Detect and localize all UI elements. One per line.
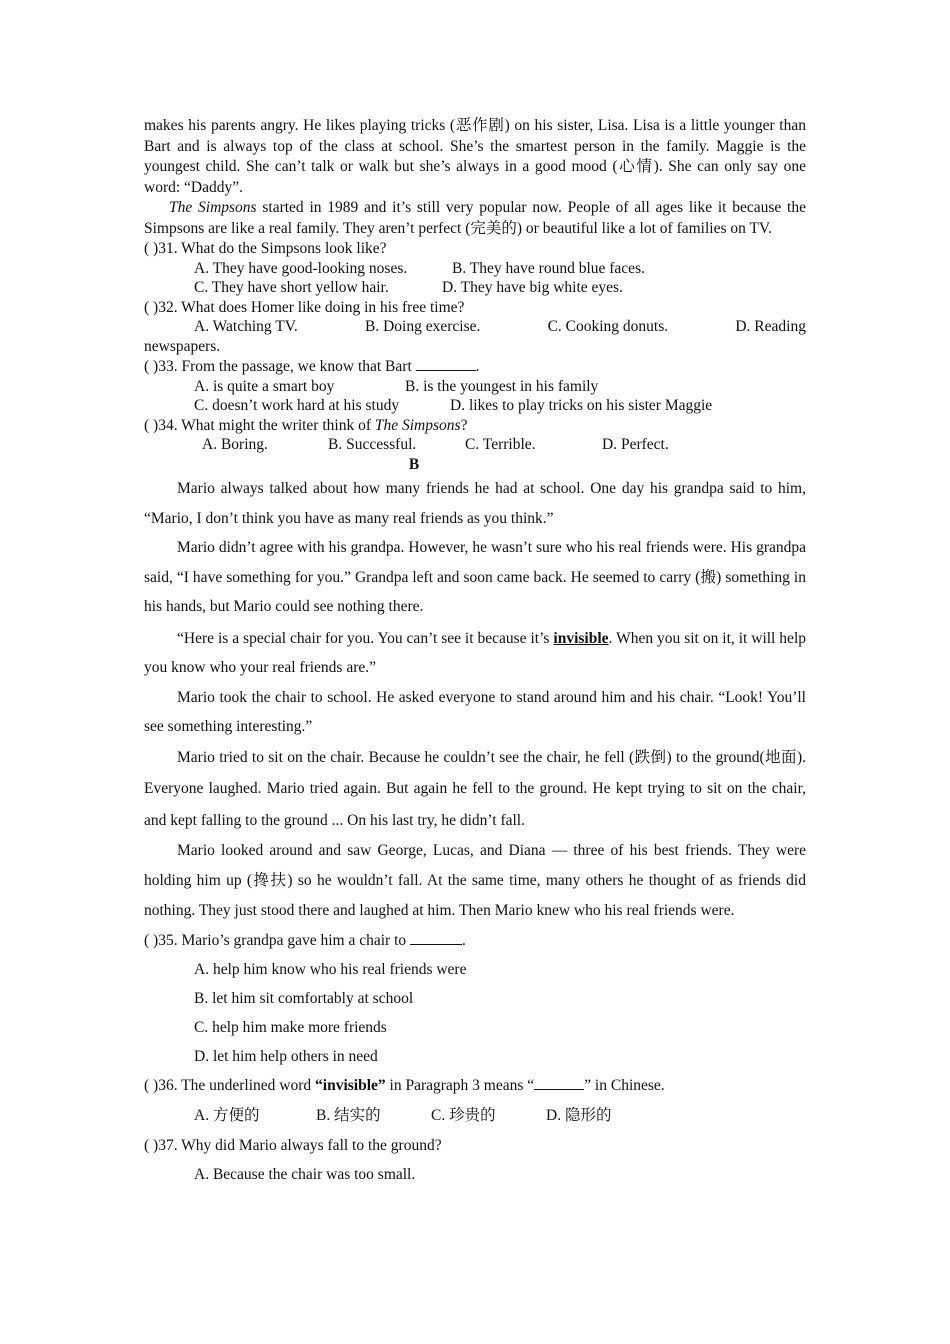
passage-a-paragraph-2-text: started in 1989 and it’s still very popular now. People of all ages like it because the Simpsons are like a real family. They aren’t perfect (完美的) or beautiful like a lot of families on TV. — [144, 199, 806, 237]
q33-option-d: D. likes to play tricks on his sister Maggie — [450, 397, 713, 414]
q32-option-c: C. Cooking donuts. — [547, 318, 669, 335]
q33-option-c: C. doesn’t work hard at his study — [194, 397, 400, 414]
question-37: ( )37. Why did Mario always fall to the ground? — [144, 1137, 442, 1154]
q35-option-c: C. help him make more friends — [194, 1019, 387, 1036]
q33-option-a: A. is quite a smart boy — [194, 377, 335, 395]
show-title: The Simpsons — [169, 199, 257, 216]
passage-b-paragraph-3-after: . When you sit on it, it will help you know who your real friends are.” — [144, 629, 806, 676]
q32-option-d: D. Reading — [735, 318, 806, 335]
q32-option-b: B. Doing exercise. — [365, 318, 481, 335]
question-34-title: The Simpsons — [374, 416, 461, 434]
question-36-text: ( )36. The underlined word — [144, 1077, 316, 1094]
q31-option-b: B. They have round blue faces. — [452, 259, 645, 277]
question-31-options-row-1 — [144, 259, 806, 279]
worksheet-page — [144, 116, 806, 1189]
question-33-text: ( )33. From the passage, we know that Bart — [144, 358, 416, 375]
question-34-options — [144, 435, 806, 455]
question-34 — [144, 416, 806, 436]
q35-option-a: A. help him know who his real friends were — [194, 961, 467, 978]
question-35: ( )35. Mario’s grandpa gave him a chair to . — [144, 932, 466, 949]
q37-option-a: A. Because the chair was too small. — [194, 1166, 416, 1183]
q34-option-a: A. Boring. — [202, 436, 268, 453]
q33-option-b: B. is the youngest in his family — [405, 377, 599, 395]
passage-b-paragraph-1: Mario always talked about how many friends he had at school. One day his grandpa said to him, “Mario, I don’t think you have as many real friends as you think.” — [144, 480, 806, 527]
question-32: ( )32. What does Homer like doing in his free time? — [144, 298, 465, 316]
passage-b-paragraph-5: Mario tried to sit on the chair. Because he couldn’t see the chair, he fell (跌倒) to the ground(地面). Everyone laughed. Mario tried again. But again he fell to the ground. He kept trying to sit on the chair, and kept falling to the ground ... On his last try, he didn’t fall. — [144, 748, 806, 829]
answer-blank — [416, 356, 476, 371]
underlined-word-invisible: invisible — [553, 629, 609, 647]
question-36-suffix: ” in Chinese. — [584, 1077, 665, 1094]
q34-option-c: C. Terrible. — [465, 436, 536, 453]
question-32-options — [144, 317, 806, 337]
q36-option-b: B. 结实的 — [316, 1107, 381, 1124]
question-31-options-row-2 — [144, 278, 806, 298]
q35-option-d: D. let him help others in need — [194, 1048, 378, 1065]
question-36-options — [144, 1100, 806, 1131]
question-35-text: ( )35. Mario’s grandpa gave him a chair to — [144, 932, 410, 949]
section-b-heading: B — [408, 455, 420, 473]
question-34-text: ( )34. What might the writer think of — [144, 416, 375, 434]
question-33: ( )33. From the passage, we know that Bart . — [144, 358, 480, 375]
q31-option-a: A. They have good-looking noses. — [194, 259, 408, 277]
question-33-options-row-1 — [144, 377, 806, 397]
q35-option-b: B. let him sit comfortably at school — [194, 990, 414, 1007]
passage-b-paragraph-4: Mario took the chair to school. He asked everyone to stand around him and his chair. “Look! You’ll see something interesting.” — [144, 688, 806, 735]
q32-option-a: A. Watching TV. — [194, 318, 298, 335]
passage-a-paragraph-2 — [144, 198, 806, 239]
q36-option-c: C. 珍贵的 — [431, 1107, 496, 1124]
q32-option-d-wrap: newspapers. — [144, 337, 221, 355]
passage-a-paragraph-1: makes his parents angry. He likes playing tricks (恶作剧) on his sister, Lisa. Lisa is a little younger than Bart and is always top of the class at school. She’s the smartest person in the family. Maggie is the youngest child. She can’t talk or walk but she’s always in a good mood (心情). She can only say one word: “Daddy”. — [144, 117, 806, 196]
question-33-options-row-2 — [144, 396, 806, 416]
question-34-suffix: ? — [460, 416, 468, 434]
q31-option-c: C. They have short yellow hair. — [194, 279, 389, 296]
passage-b-paragraph-2: Mario didn’t agree with his grandpa. However, he wasn’t sure who his real friends were. His grandpa said, “I have something for you.” Grandpa left and soon came back. He seemed to carry (搬) something in his hands, but Mario could see nothing there. — [144, 539, 806, 615]
q36-option-d: D. 隐形的 — [546, 1107, 612, 1124]
answer-blank — [410, 930, 462, 945]
question-31: ( )31. What do the Simpsons look like? — [144, 240, 387, 257]
q36-option-a: A. 方便的 — [194, 1107, 260, 1124]
answer-blank — [534, 1075, 584, 1090]
passage-b-paragraph-3-before: “Here is a special chair for you. You can’t see it because it’s — [177, 629, 554, 647]
question-36 — [144, 1071, 806, 1100]
q34-option-d: D. Perfect. — [602, 436, 669, 453]
passage-b-paragraph-6: Mario looked around and saw George, Lucas, and Diana — three of his best friends. They were holding him up (搀扶) so he wouldn’t fall. At the same time, many others he thought of as friends did nothing. They just stood there and laughed at him. Then Mario knew who his real friends were. — [144, 842, 806, 919]
passage-b-paragraph-3 — [144, 624, 806, 683]
question-36-mid: in Paragraph 3 means “ — [385, 1077, 535, 1094]
question-36-keyword: “invisible” — [315, 1077, 386, 1094]
q34-option-b: B. Successful. — [328, 436, 417, 453]
q31-option-d: D. They have big white eyes. — [442, 279, 623, 296]
